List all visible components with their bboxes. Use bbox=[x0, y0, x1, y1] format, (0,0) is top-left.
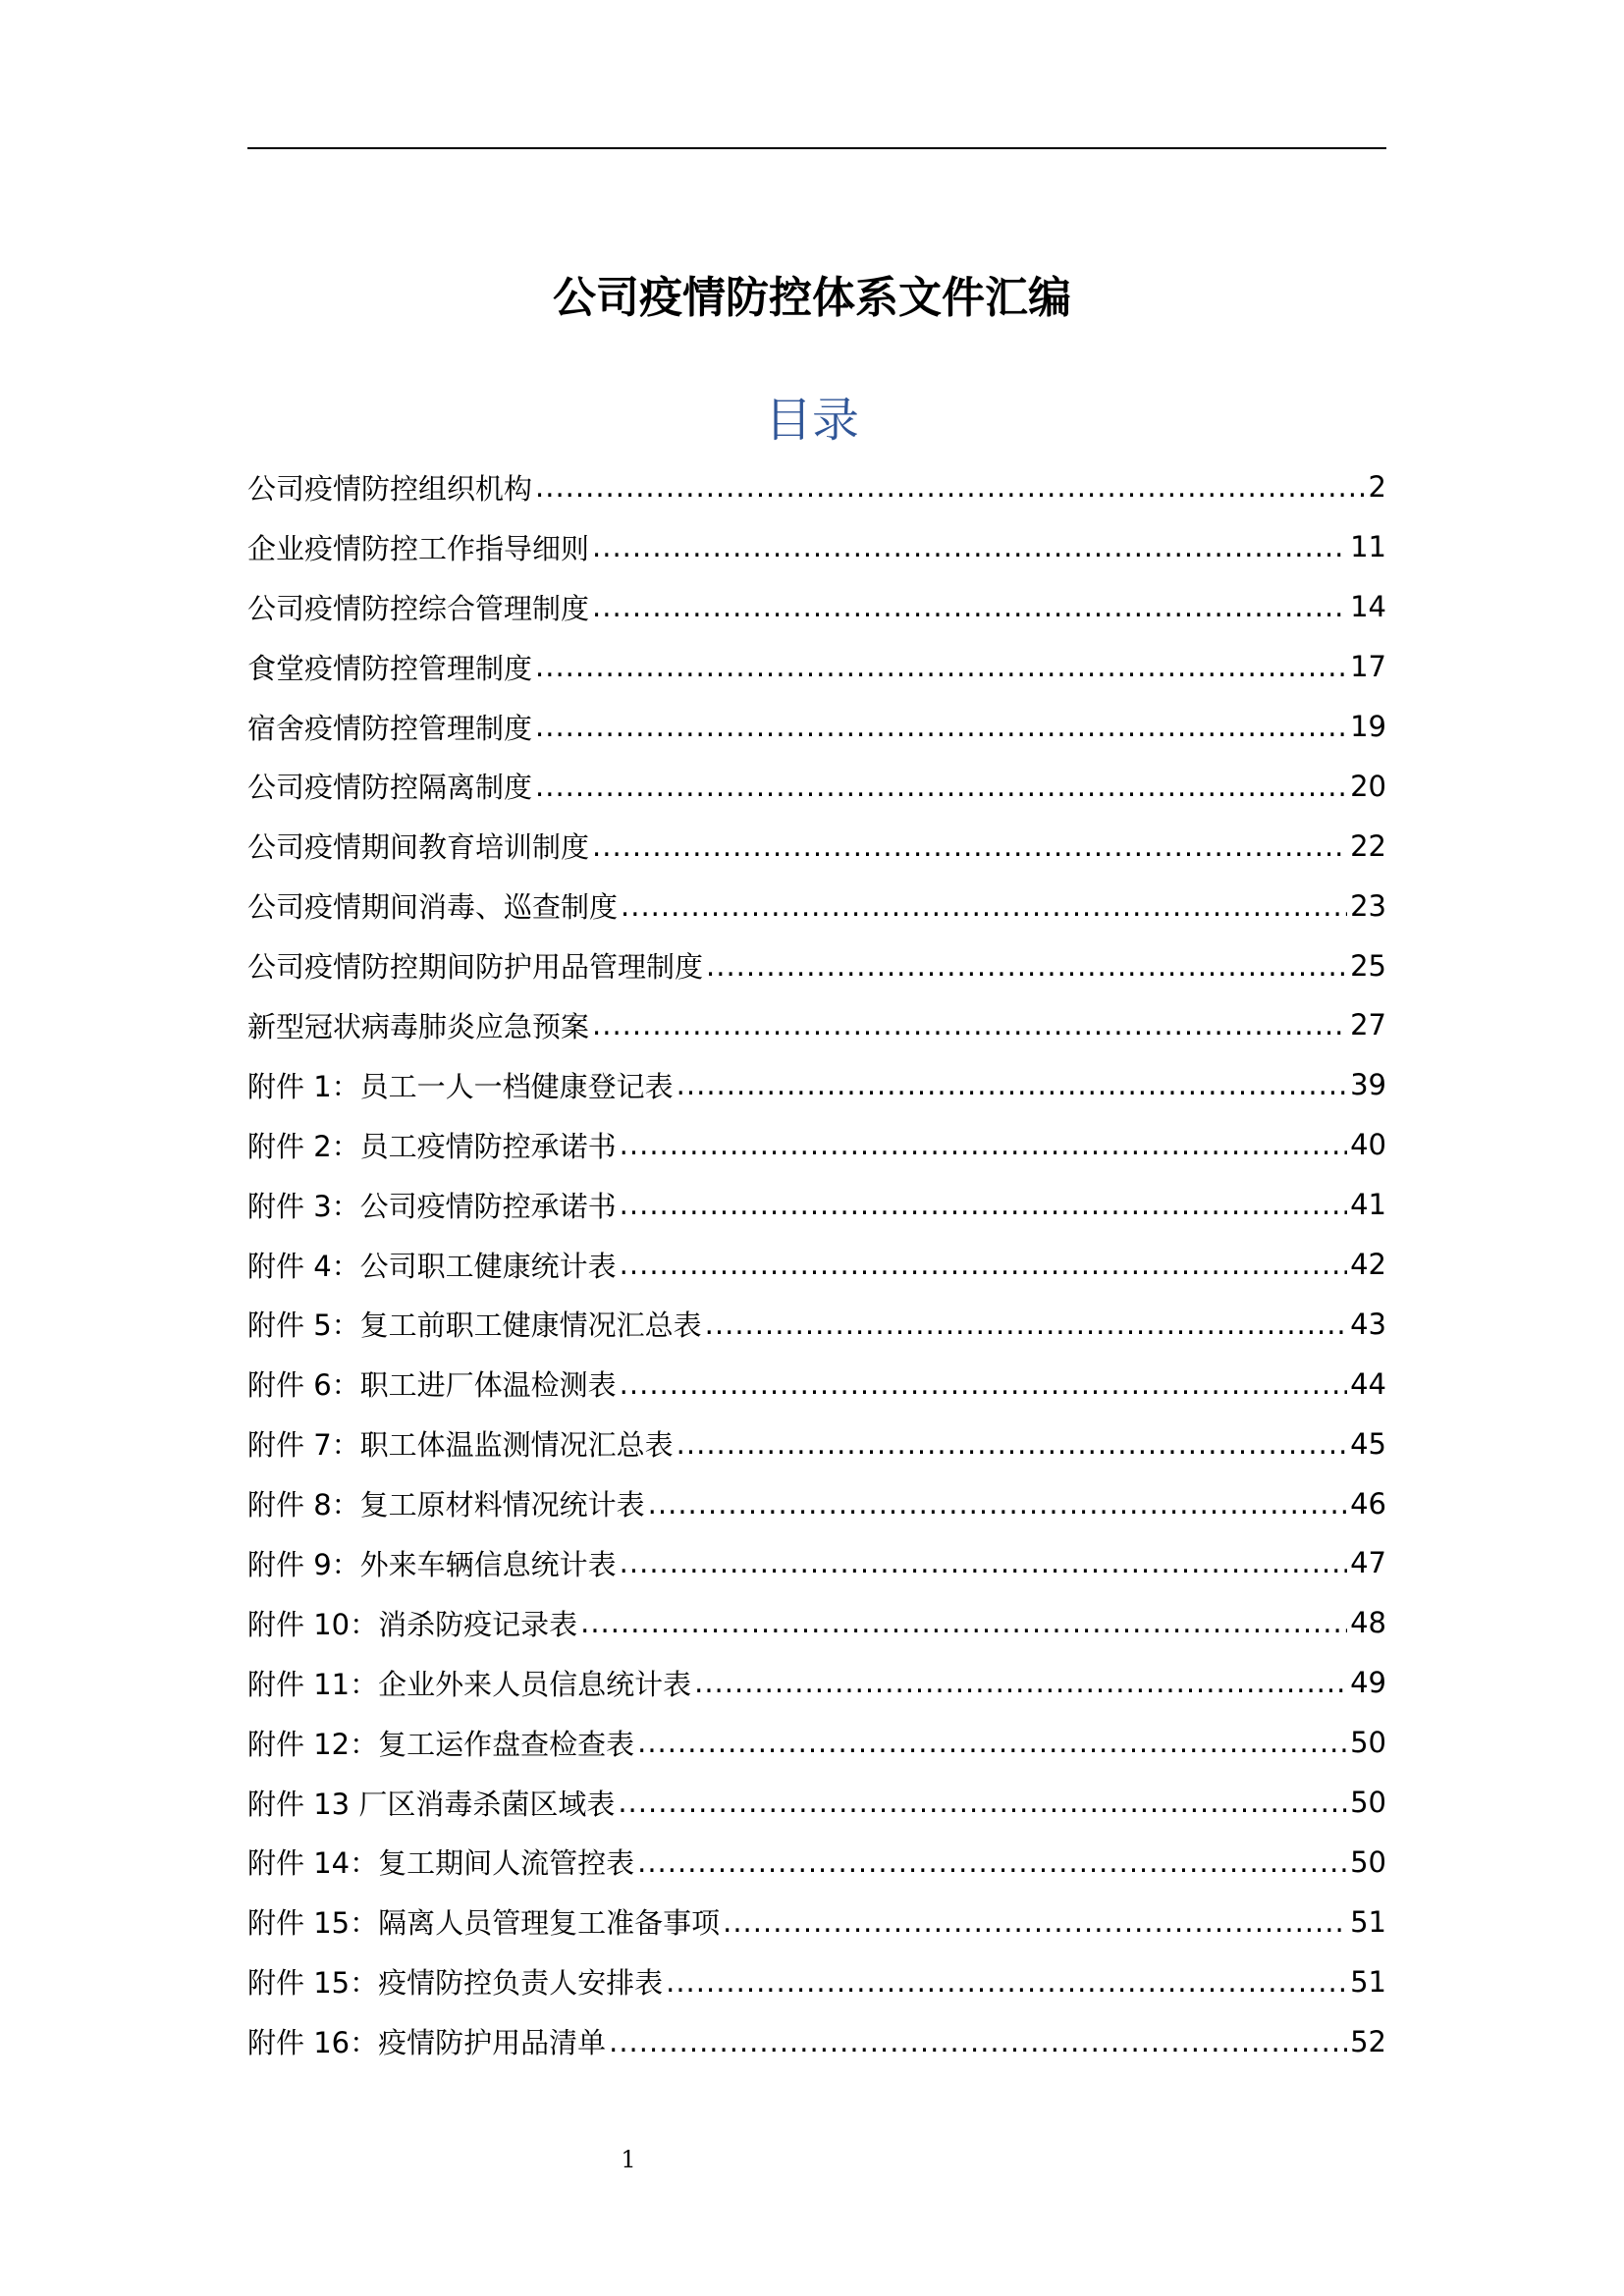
toc-entry-page: 47 bbox=[1350, 1546, 1386, 1580]
toc-entry-page: 49 bbox=[1350, 1666, 1386, 1700]
header-rule bbox=[247, 147, 1386, 149]
toc-entry[interactable] bbox=[247, 995, 1386, 1055]
toc-leader bbox=[723, 1905, 1347, 1939]
toc-entry[interactable] bbox=[247, 1354, 1386, 1414]
toc-entry-title: 新型冠状病毒肺炎应急预案 bbox=[247, 1009, 590, 1043]
toc-leader bbox=[535, 770, 1347, 803]
toc-entry[interactable] bbox=[247, 1473, 1386, 1533]
toc-entry-title: 附件 10：消杀防疫记录表 bbox=[247, 1607, 578, 1641]
toc-leader bbox=[580, 1606, 1347, 1639]
toc-entry[interactable] bbox=[247, 876, 1386, 935]
toc-entry-title: 附件 5：复工前职工健康情况汇总表 bbox=[247, 1308, 702, 1343]
toc-leader bbox=[648, 1487, 1347, 1521]
toc-entry-page: 23 bbox=[1350, 888, 1386, 923]
toc-entry-title: 附件 3：公司疫情防控承诺书 bbox=[247, 1189, 617, 1223]
toc-entry-page: 22 bbox=[1350, 828, 1386, 863]
toc-entry-page: 50 bbox=[1350, 1844, 1386, 1879]
toc-entry-title: 公司疫情期间教育培训制度 bbox=[247, 830, 590, 865]
document-title: 公司疫情防控体系文件汇编 bbox=[553, 273, 1071, 323]
toc-entry-page: 25 bbox=[1350, 948, 1386, 983]
toc-entry[interactable] bbox=[247, 1713, 1386, 1773]
toc-entry-title: 公司疫情防控组织机构 bbox=[247, 471, 533, 506]
toc-entry-page: 19 bbox=[1350, 710, 1386, 743]
toc-entry-page: 39 bbox=[1350, 1068, 1386, 1102]
toc-entry[interactable] bbox=[247, 1832, 1386, 1892]
toc-leader bbox=[620, 1248, 1347, 1281]
toc-entry-title: 附件 8：复工原材料情况统计表 bbox=[247, 1488, 645, 1522]
toc-entry-title: 公司疫情防控隔离制度 bbox=[247, 771, 533, 805]
toc-leader bbox=[592, 590, 1347, 623]
toc-entry[interactable] bbox=[247, 1235, 1386, 1295]
toc-entry[interactable] bbox=[247, 1892, 1386, 1951]
toc-entry[interactable] bbox=[247, 816, 1386, 876]
toc-entry-page: 11 bbox=[1350, 530, 1386, 564]
table-of-contents bbox=[247, 457, 1386, 2071]
toc-entry-page: 44 bbox=[1350, 1366, 1386, 1401]
toc-heading: 目录 bbox=[764, 393, 859, 448]
toc-entry-title: 附件 9：外来车辆信息统计表 bbox=[247, 1547, 617, 1581]
toc-leader bbox=[637, 1845, 1347, 1879]
toc-entry-title: 公司疫情防控综合管理制度 bbox=[247, 591, 590, 625]
page-number: 1 bbox=[621, 2146, 636, 2173]
toc-leader bbox=[620, 1546, 1347, 1579]
toc-entry-title: 附件 13 厂区消毒杀菌区域表 bbox=[247, 1787, 616, 1821]
toc-entry[interactable] bbox=[247, 1653, 1386, 1713]
toc-entry[interactable] bbox=[247, 2011, 1386, 2071]
toc-leader bbox=[620, 1367, 1347, 1401]
toc-entry[interactable] bbox=[247, 577, 1386, 637]
toc-entry-title: 附件 16：疫情防护用品清单 bbox=[247, 2026, 607, 2060]
toc-leader bbox=[694, 1666, 1347, 1699]
toc-leader bbox=[592, 1008, 1347, 1041]
toc-entry[interactable] bbox=[247, 1951, 1386, 2011]
toc-leader bbox=[706, 949, 1347, 983]
toc-entry-page: 40 bbox=[1350, 1128, 1386, 1162]
toc-entry-title: 附件 7：职工体温监测情况汇总表 bbox=[247, 1428, 674, 1463]
toc-entry-title: 附件 4：公司职工健康统计表 bbox=[247, 1249, 617, 1283]
toc-entry-page: 45 bbox=[1350, 1426, 1386, 1461]
toc-entry[interactable] bbox=[247, 637, 1386, 697]
toc-entry-page: 2 bbox=[1368, 470, 1386, 505]
toc-entry-page: 50 bbox=[1350, 1726, 1386, 1760]
toc-entry[interactable] bbox=[247, 1294, 1386, 1354]
toc-leader bbox=[620, 1188, 1347, 1221]
toc-entry-page: 51 bbox=[1350, 1904, 1386, 1939]
toc-entry-title: 公司疫情防控期间防护用品管理制度 bbox=[247, 950, 704, 985]
toc-leader bbox=[621, 889, 1347, 923]
toc-entry-title: 附件 11：企业外来人员信息统计表 bbox=[247, 1667, 692, 1701]
toc-entry-title: 附件 14：复工期间人流管控表 bbox=[247, 1846, 635, 1881]
toc-leader bbox=[535, 650, 1347, 683]
toc-entry[interactable] bbox=[247, 1414, 1386, 1473]
toc-leader bbox=[535, 470, 1366, 504]
toc-leader bbox=[535, 710, 1347, 743]
toc-entry-page: 46 bbox=[1350, 1486, 1386, 1521]
toc-entry-title: 附件 1：员工一人一档健康登记表 bbox=[247, 1069, 674, 1103]
toc-entry-page: 48 bbox=[1350, 1606, 1386, 1640]
toc-leader bbox=[592, 530, 1347, 563]
toc-entry[interactable] bbox=[247, 1175, 1386, 1235]
toc-entry-title: 附件 2：员工疫情防控承诺书 bbox=[247, 1129, 617, 1163]
toc-entry-title: 附件 15：疫情防控负责人安排表 bbox=[247, 1966, 664, 2001]
toc-entry[interactable] bbox=[247, 756, 1386, 816]
toc-entry[interactable] bbox=[247, 457, 1386, 517]
toc-entry-title: 宿舍疫情防控管理制度 bbox=[247, 711, 533, 745]
toc-leader bbox=[620, 1128, 1347, 1161]
toc-entry-title: 食堂疫情防控管理制度 bbox=[247, 651, 533, 685]
toc-entry[interactable] bbox=[247, 935, 1386, 995]
toc-entry-title: 附件 6：职工进厂体温检测表 bbox=[247, 1368, 617, 1403]
toc-entry[interactable] bbox=[247, 1055, 1386, 1115]
toc-leader bbox=[637, 1726, 1347, 1759]
toc-entry[interactable] bbox=[247, 1533, 1386, 1593]
toc-leader bbox=[677, 1427, 1347, 1461]
toc-entry-page: 14 bbox=[1350, 590, 1386, 624]
toc-leader bbox=[705, 1308, 1347, 1341]
toc-entry-page: 17 bbox=[1350, 650, 1386, 684]
toc-entry-page: 50 bbox=[1350, 1786, 1386, 1820]
toc-entry-page: 42 bbox=[1350, 1248, 1386, 1282]
toc-entry-page: 20 bbox=[1350, 769, 1386, 803]
toc-entry-page: 51 bbox=[1350, 1964, 1386, 1999]
toc-leader bbox=[618, 1786, 1347, 1819]
toc-leader bbox=[677, 1068, 1347, 1101]
toc-leader bbox=[592, 829, 1347, 863]
toc-entry[interactable] bbox=[247, 697, 1386, 757]
toc-entry-title: 企业疫情防控工作指导细则 bbox=[247, 531, 590, 565]
toc-leader bbox=[609, 2025, 1347, 2058]
toc-entry-page: 41 bbox=[1350, 1188, 1386, 1222]
toc-entry-page: 43 bbox=[1350, 1307, 1386, 1341]
toc-entry-title: 公司疫情期间消毒、巡查制度 bbox=[247, 890, 619, 925]
toc-entry[interactable] bbox=[247, 1593, 1386, 1653]
toc-entry[interactable] bbox=[247, 517, 1386, 577]
toc-leader bbox=[666, 1965, 1347, 1999]
toc-entry[interactable] bbox=[247, 1773, 1386, 1833]
toc-entry-page: 52 bbox=[1350, 2024, 1386, 2058]
toc-entry-title: 附件 15：隔离人员管理复工准备事项 bbox=[247, 1906, 721, 1941]
toc-entry[interactable] bbox=[247, 1115, 1386, 1175]
toc-entry-page: 27 bbox=[1350, 1008, 1386, 1042]
toc-entry-title: 附件 12：复工运作盘查检查表 bbox=[247, 1727, 635, 1761]
